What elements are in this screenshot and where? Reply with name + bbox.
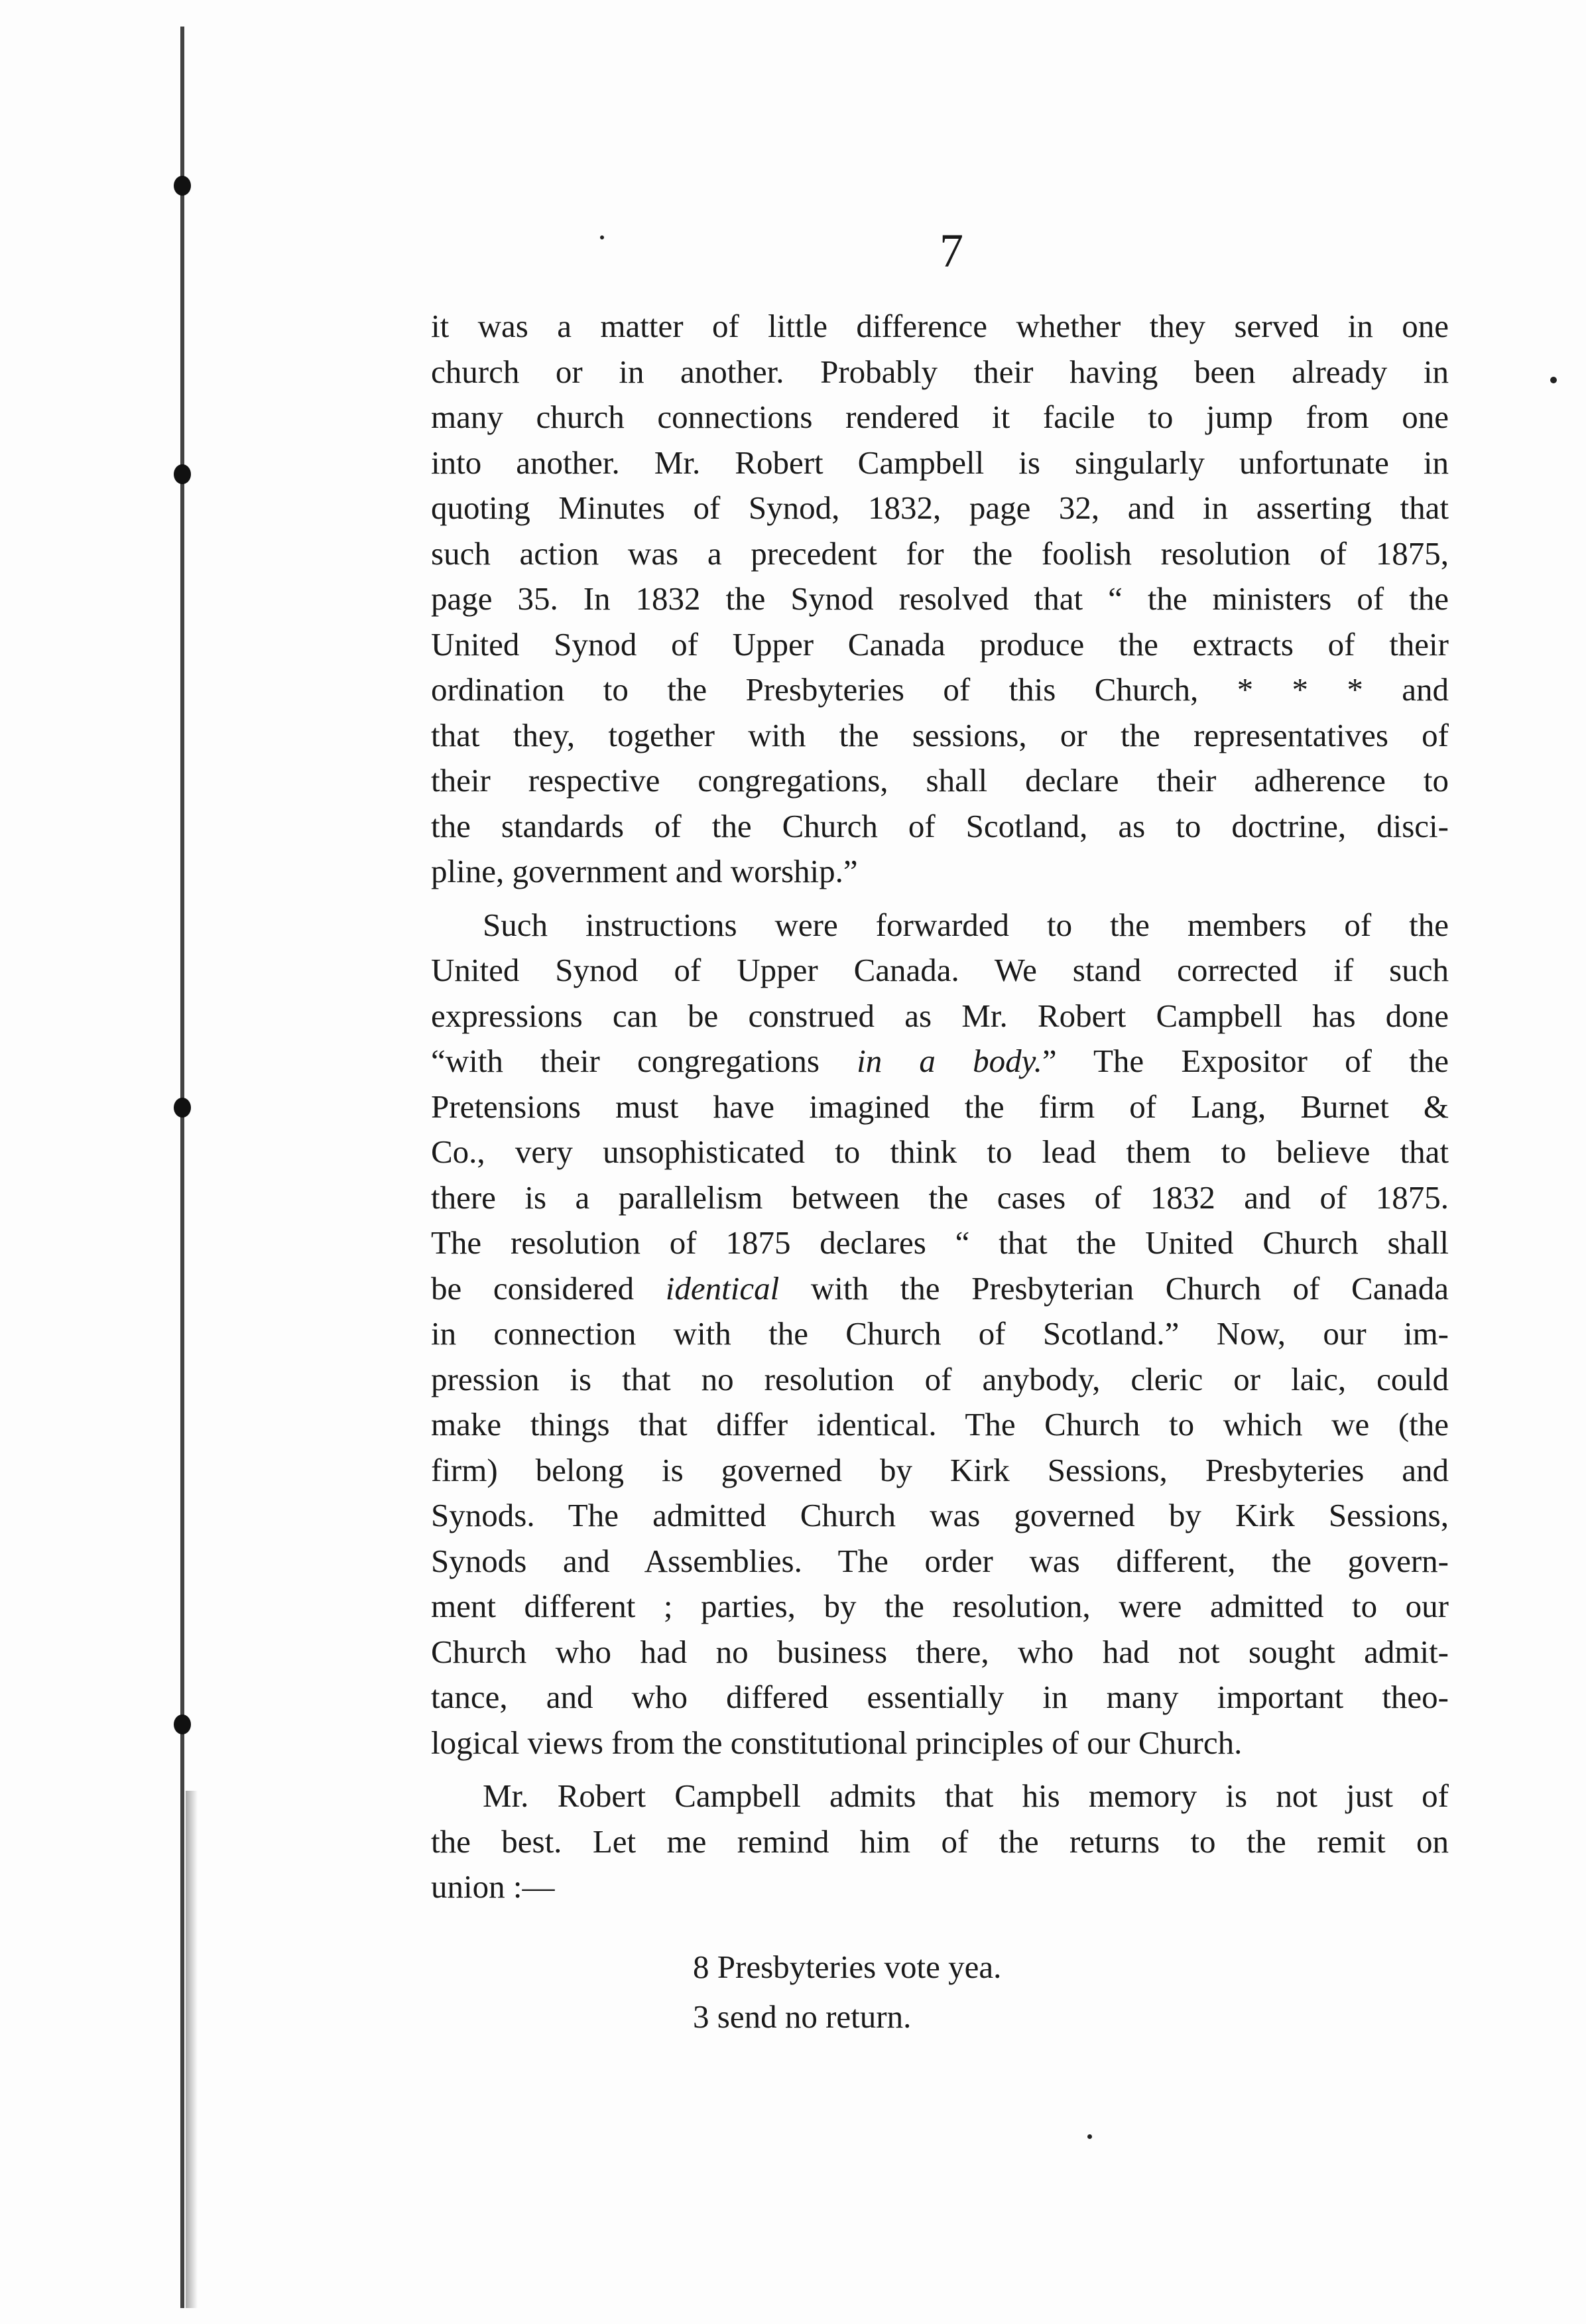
text-line: The resolution of 1875 declares “ that the United Church shall — [431, 1224, 1449, 1261]
text-line: that they, together with the sessions, or the representatives of — [431, 716, 1449, 753]
ink-speck — [600, 235, 604, 239]
text-line: quoting Minutes of Synod, 1832, page 32, and in asserting that — [431, 489, 1449, 526]
text-line: United Synod of Upper Canada produce the extracts of their — [431, 625, 1449, 663]
paragraph-3 — [431, 1774, 1449, 1910]
text-line: such action was a precedent for the foolish resolution of 1875, — [431, 535, 1449, 572]
paragraph-1 — [431, 304, 1449, 895]
text-line: into another. Mr. Robert Campbell is singularly unfortunate in — [431, 444, 1449, 481]
text-line: Synods and Assemblies. The order was different, the govern- — [431, 1542, 1449, 1579]
text-line: page 35. In 1832 the Synod resolved that “ the ministers of the — [431, 580, 1449, 617]
text-line: Pretensions must have imagined the firm of Lang, Burnet & — [431, 1088, 1449, 1125]
ink-speck — [1550, 377, 1557, 383]
text-line: their respective congregations, shall declare their adherence to — [431, 762, 1449, 799]
text-line: Church who had no business there, who had not sought admit- — [431, 1633, 1449, 1670]
text-line: it was a matter of little difference whether they served in one — [431, 308, 1449, 344]
binding-mark — [174, 1714, 191, 1734]
text-line: ment different ; parties, by the resolution, were admitted to our — [431, 1588, 1449, 1624]
text-line: union :— — [431, 1868, 555, 1905]
binding-mark — [174, 464, 191, 484]
binding-mark — [174, 1098, 191, 1118]
text-line: tance, and who differed essentially in many important theo- — [431, 1679, 1449, 1715]
text-line: Mr. Robert Campbell admits that his memory is not just of — [483, 1777, 1449, 1814]
ink-speck — [1087, 2134, 1092, 2139]
text-line: the standards of the Church of Scotland, as to doctrine, disci- — [431, 807, 1449, 844]
text-line: the best. Let me remind him of the returns to the remit on — [431, 1823, 1449, 1860]
binding-mark — [174, 176, 191, 196]
text-line: ordination to the Presbyteries of this Church, * * * and — [431, 671, 1449, 708]
vote-line: 3 send no return. — [693, 1998, 912, 2035]
page-number: 7 — [940, 224, 963, 277]
binding-edge — [180, 27, 184, 2308]
vote-returns — [693, 1942, 1001, 2041]
text-line: Such instructions were forwarded to the members of the — [483, 906, 1449, 943]
text-line: logical views from the constitutional principles of our Church. — [431, 1724, 1243, 1761]
text-line: in connection with the Church of Scotland.” Now, our im- — [431, 1315, 1449, 1352]
paragraph-2 — [431, 903, 1449, 1766]
binding-shadow — [186, 1791, 198, 2308]
text-line: be considered identical with the Presbyterian Church of Canada — [431, 1269, 1449, 1307]
text-line: church or in another. Probably their having been already in — [431, 353, 1449, 390]
text-line: “with their congregations in a body.” The Expositor of the — [431, 1043, 1449, 1079]
text-line: make things that differ identical. The Church to which we (the — [431, 1406, 1449, 1443]
text-line: Co., very unsophisticated to think to lead them to believe that — [431, 1133, 1449, 1170]
text-line: United Synod of Upper Canada. We stand corrected if such — [431, 952, 1449, 988]
text-line: pression is that no resolution of anybody, cleric or laic, could — [431, 1360, 1449, 1397]
text-line: many church connections rendered it facile to jump from one — [431, 399, 1449, 435]
vote-line: 8 Presbyteries vote yea. — [693, 1949, 1002, 1985]
text-line: there is a parallelism between the cases of 1832 and of 1875. — [431, 1179, 1449, 1216]
text-line: Synods. The admitted Church was governed by Kirk Sessions, — [431, 1497, 1449, 1533]
text-line: pline, government and worship.” — [431, 853, 858, 889]
body-text — [431, 304, 1449, 1910]
text-line: firm) belong is governed by Kirk Sessions, Presbyteries and — [431, 1451, 1449, 1488]
text-line: expressions can be construed as Mr. Robert Campbell has done — [431, 997, 1449, 1034]
